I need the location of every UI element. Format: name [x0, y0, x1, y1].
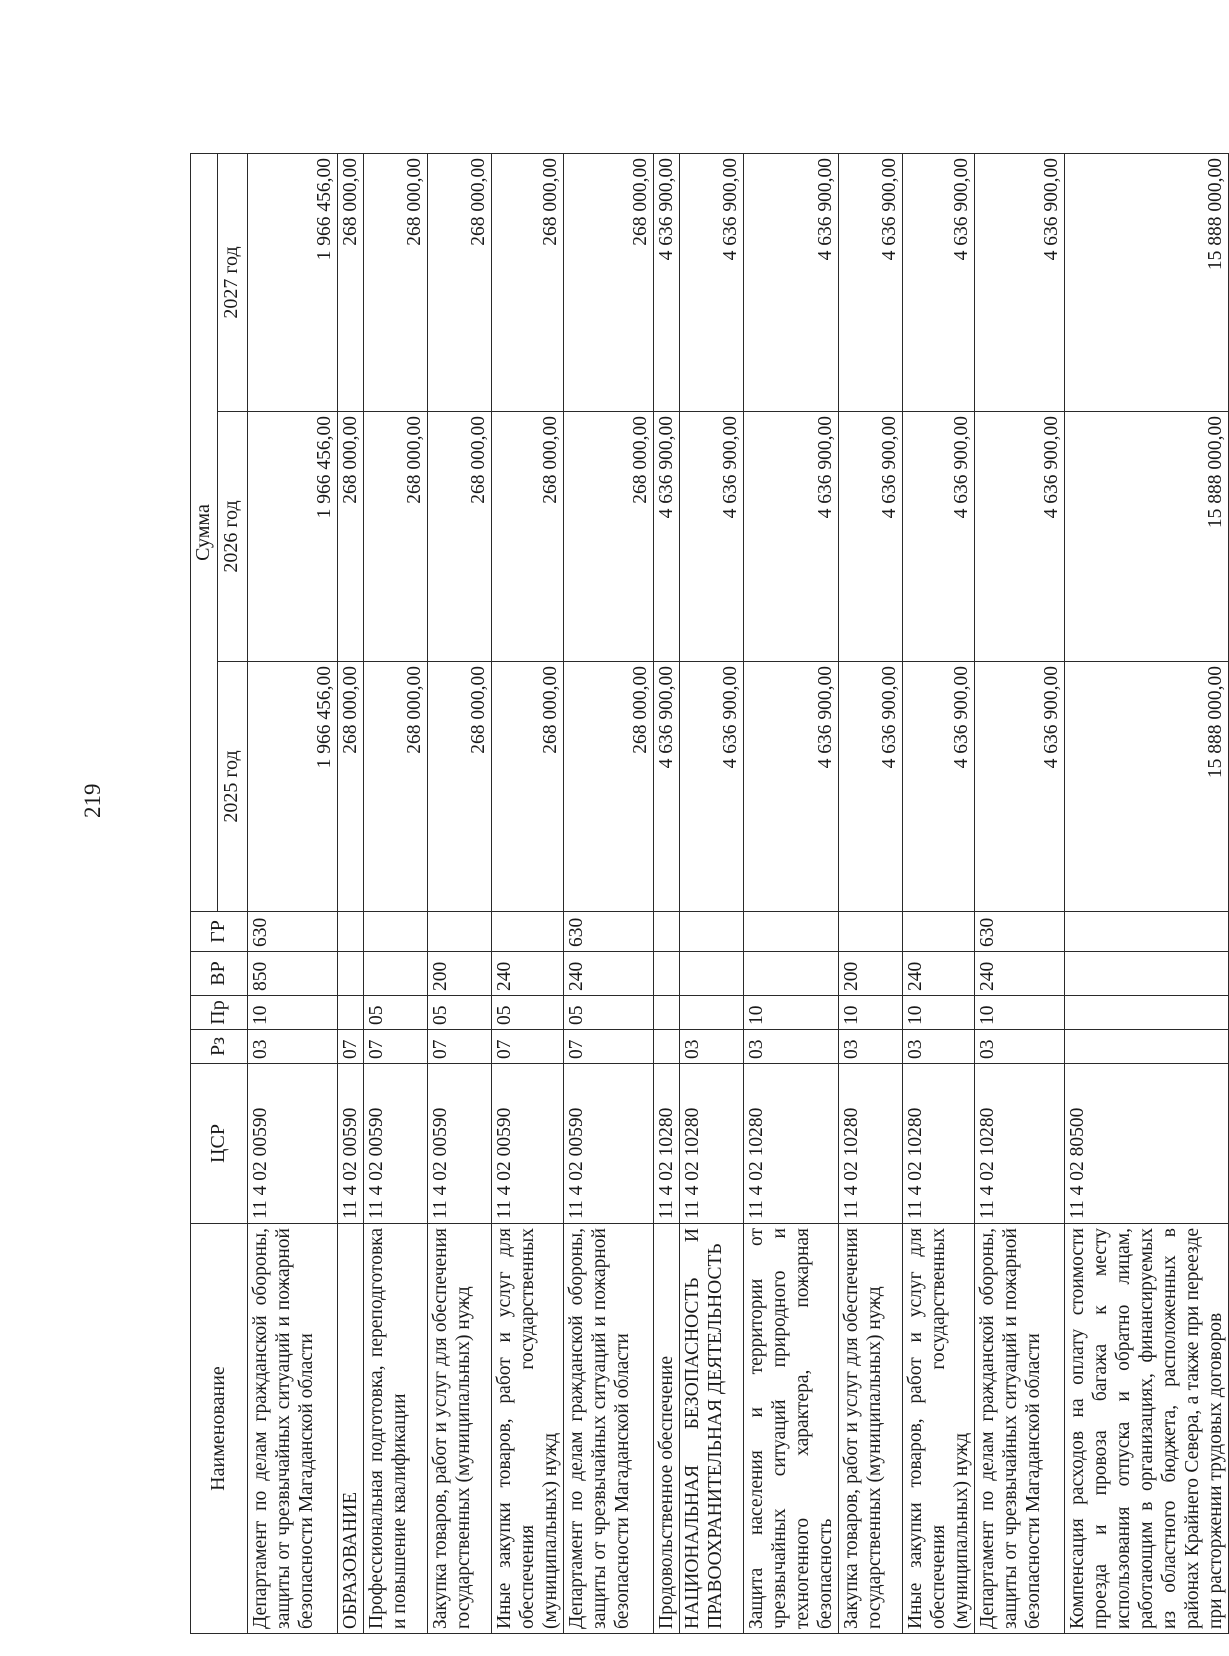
row-sum-2027: 1 966 456,00	[247, 153, 337, 411]
row-gr	[679, 912, 743, 952]
row-gr	[491, 912, 563, 952]
row-name: Продовольственное обеспечение	[653, 1224, 679, 1634]
row-pr: 10	[974, 996, 1064, 1030]
row-gr	[653, 912, 679, 952]
row-sum-2025: 268 000,00	[563, 662, 653, 912]
row-rz: 07	[491, 1030, 563, 1064]
row-gr	[838, 912, 902, 952]
row-rz: 07	[563, 1030, 653, 1064]
row-name: Департамент по делам гражданской обороны, защиты от чрезвычайных ситуаций и пожарной безопасности Магаданской области	[247, 1224, 337, 1634]
table-row	[491, 153, 563, 1633]
row-csr: 11 4 02 10280	[974, 1064, 1064, 1224]
row-rz: 03	[902, 1030, 974, 1064]
row-pr: 05	[563, 996, 653, 1030]
table-row	[902, 153, 974, 1633]
table-row	[1064, 153, 1228, 1633]
row-sum-2025: 268 000,00	[337, 662, 363, 912]
row-sum-2026: 4 636 900,00	[653, 412, 679, 662]
row-sum-2026: 268 000,00	[363, 412, 427, 662]
row-sum-2026: 268 000,00	[427, 412, 491, 662]
row-sum-2027: 4 636 900,00	[653, 153, 679, 411]
row-name: НАЦИОНАЛЬНАЯ БЕЗОПАСНОСТЬ И ПРАВООХРАНИТЕЛЬНАЯ ДЕЯТЕЛЬНОСТЬ	[679, 1224, 743, 1634]
row-vr	[363, 952, 427, 996]
row-sum-2025: 4 636 900,00	[679, 662, 743, 912]
header-2027: 2027 год	[217, 153, 247, 411]
row-rz: 07	[337, 1030, 363, 1064]
row-sum-2027: 268 000,00	[337, 153, 363, 411]
row-rz: 03	[974, 1030, 1064, 1064]
row-vr: 240	[563, 952, 653, 996]
row-pr: 10	[902, 996, 974, 1030]
row-pr: 05	[427, 996, 491, 1030]
row-sum-2027: 268 000,00	[363, 153, 427, 411]
header-csr: ЦСР	[191, 1064, 248, 1224]
row-sum-2027: 268 000,00	[563, 153, 653, 411]
row-csr: 11 4 02 10280	[743, 1064, 838, 1224]
row-gr: 630	[974, 912, 1064, 952]
row-rz	[653, 1030, 679, 1064]
row-name: Компенсация расходов на оплату стоимости проезда и провоза багажа к месту использования отпуска и обратно лицам, работающим в организациях, финансируемых из областного бюджета, расположенных в районах Крайнего Севера, а также при переезде при расторжении трудовых договоров	[1064, 1224, 1228, 1634]
row-rz: 07	[363, 1030, 427, 1064]
row-gr	[1064, 912, 1228, 952]
row-sum-2026: 4 636 900,00	[974, 412, 1064, 662]
row-csr: 11 4 02 10280	[679, 1064, 743, 1224]
row-name: Иные закупки товаров, работ и услуг для обеспечения государственных (муниципальных) нужд	[902, 1224, 974, 1634]
row-vr: 240	[974, 952, 1064, 996]
page-number: 219	[80, 783, 105, 818]
row-vr	[743, 952, 838, 996]
row-pr: 10	[838, 996, 902, 1030]
row-sum-2025: 268 000,00	[491, 662, 563, 912]
row-sum-2026: 268 000,00	[337, 412, 363, 662]
row-rz: 03	[743, 1030, 838, 1064]
row-name: Профессиональная подготовка, переподготовка и повышение квалификации	[363, 1224, 427, 1634]
row-sum-2026: 1 966 456,00	[247, 412, 337, 662]
row-sum-2027: 4 636 900,00	[679, 153, 743, 411]
row-sum-2026: 268 000,00	[491, 412, 563, 662]
table-row	[743, 153, 838, 1633]
row-csr: 11 4 02 10280	[838, 1064, 902, 1224]
header-2025: 2025 год	[217, 662, 247, 912]
row-gr	[427, 912, 491, 952]
row-name: Департамент по делам гражданской обороны, защиты от чрезвычайных ситуаций и пожарной безопасности Магаданской области	[563, 1224, 653, 1634]
row-sum-2025: 268 000,00	[427, 662, 491, 912]
row-csr: 11 4 02 10280	[902, 1064, 974, 1224]
row-sum-2027: 15 888 000,00	[1064, 153, 1228, 411]
row-vr	[337, 952, 363, 996]
row-vr: 850	[247, 952, 337, 996]
row-csr: 11 4 02 10280	[653, 1064, 679, 1224]
row-vr: 200	[838, 952, 902, 996]
row-csr: 11 4 02 00590	[363, 1064, 427, 1224]
row-sum-2025: 15 888 000,00	[1064, 662, 1228, 912]
rotated-page-content	[190, 157, 1226, 1634]
row-rz: 03	[679, 1030, 743, 1064]
row-csr: 11 4 02 00590	[563, 1064, 653, 1224]
table-row	[679, 153, 743, 1633]
row-gr: 630	[247, 912, 337, 952]
row-vr: 200	[427, 952, 491, 996]
row-sum-2025: 4 636 900,00	[838, 662, 902, 912]
row-sum-2027: 268 000,00	[491, 153, 563, 411]
row-sum-2025: 4 636 900,00	[743, 662, 838, 912]
table-row	[427, 153, 491, 1633]
row-pr: 10	[247, 996, 337, 1030]
row-name: Закупка товаров, работ и услуг для обеспечения государственных (муниципальных) нужд	[427, 1224, 491, 1634]
row-csr: 11 4 02 00590	[247, 1064, 337, 1224]
row-sum-2027: 268 000,00	[427, 153, 491, 411]
row-csr: 11 4 02 00590	[491, 1064, 563, 1224]
row-sum-2027: 4 636 900,00	[902, 153, 974, 411]
row-gr	[743, 912, 838, 952]
row-pr	[1064, 996, 1228, 1030]
row-sum-2026: 4 636 900,00	[902, 412, 974, 662]
row-sum-2026: 4 636 900,00	[838, 412, 902, 662]
row-vr	[679, 952, 743, 996]
table-row	[363, 153, 427, 1633]
row-sum-2025: 4 636 900,00	[974, 662, 1064, 912]
row-pr	[337, 996, 363, 1030]
table-row	[974, 153, 1064, 1633]
row-sum-2026: 4 636 900,00	[679, 412, 743, 662]
row-pr: 10	[743, 996, 838, 1030]
row-pr	[679, 996, 743, 1030]
row-sum-2027: 4 636 900,00	[743, 153, 838, 411]
row-gr	[902, 912, 974, 952]
row-sum-2025: 4 636 900,00	[902, 662, 974, 912]
table-row	[653, 153, 679, 1633]
row-vr	[1064, 952, 1228, 996]
table-row	[563, 153, 653, 1633]
row-pr	[653, 996, 679, 1030]
row-rz	[1064, 1030, 1228, 1064]
row-gr	[363, 912, 427, 952]
header-2026: 2026 год	[217, 412, 247, 662]
row-pr: 05	[491, 996, 563, 1030]
row-sum-2026: 4 636 900,00	[743, 412, 838, 662]
row-sum-2026: 15 888 000,00	[1064, 412, 1228, 662]
header-sum: Сумма	[191, 153, 218, 911]
header-vr: ВР	[191, 952, 248, 996]
row-name: Закупка товаров, работ и услуг для обеспечения государственных (муниципальных) нужд	[838, 1224, 902, 1634]
row-rz: 03	[838, 1030, 902, 1064]
row-name: ОБРАЗОВАНИЕ	[337, 1224, 363, 1634]
row-rz: 07	[427, 1030, 491, 1064]
budget-table	[190, 153, 1229, 1634]
row-sum-2027: 4 636 900,00	[974, 153, 1064, 411]
row-name: Иные закупки товаров, работ и услуг для обеспечения государственных (муниципальных) нужд	[491, 1224, 563, 1634]
row-csr: 11 4 02 00590	[337, 1064, 363, 1224]
header-name: Наименование	[191, 1224, 248, 1634]
row-rz: 03	[247, 1030, 337, 1064]
row-vr: 240	[902, 952, 974, 996]
row-pr: 05	[363, 996, 427, 1030]
row-sum-2025: 1 966 456,00	[247, 662, 337, 912]
table-row	[337, 153, 363, 1633]
row-sum-2025: 4 636 900,00	[653, 662, 679, 912]
header-rz: Рз	[191, 1030, 248, 1064]
row-sum-2025: 268 000,00	[363, 662, 427, 912]
row-gr	[337, 912, 363, 952]
row-sum-2026: 268 000,00	[563, 412, 653, 662]
row-csr: 11 4 02 00590	[427, 1064, 491, 1224]
table-row	[838, 153, 902, 1633]
header-pr: Пр	[191, 996, 248, 1030]
row-name: Департамент по делам гражданской обороны, защиты от чрезвычайных ситуаций и пожарной безопасности Магаданской области	[974, 1224, 1064, 1634]
row-gr: 630	[563, 912, 653, 952]
row-vr: 240	[491, 952, 563, 996]
row-sum-2027: 4 636 900,00	[838, 153, 902, 411]
row-vr	[653, 952, 679, 996]
row-csr: 11 4 02 80500	[1064, 1064, 1228, 1224]
table-row	[247, 153, 337, 1633]
row-name: Защита населения и территории от чрезвычайных ситуаций природного и техногенного характера, пожарная безопасность	[743, 1224, 838, 1634]
header-gr: ГР	[191, 912, 248, 952]
